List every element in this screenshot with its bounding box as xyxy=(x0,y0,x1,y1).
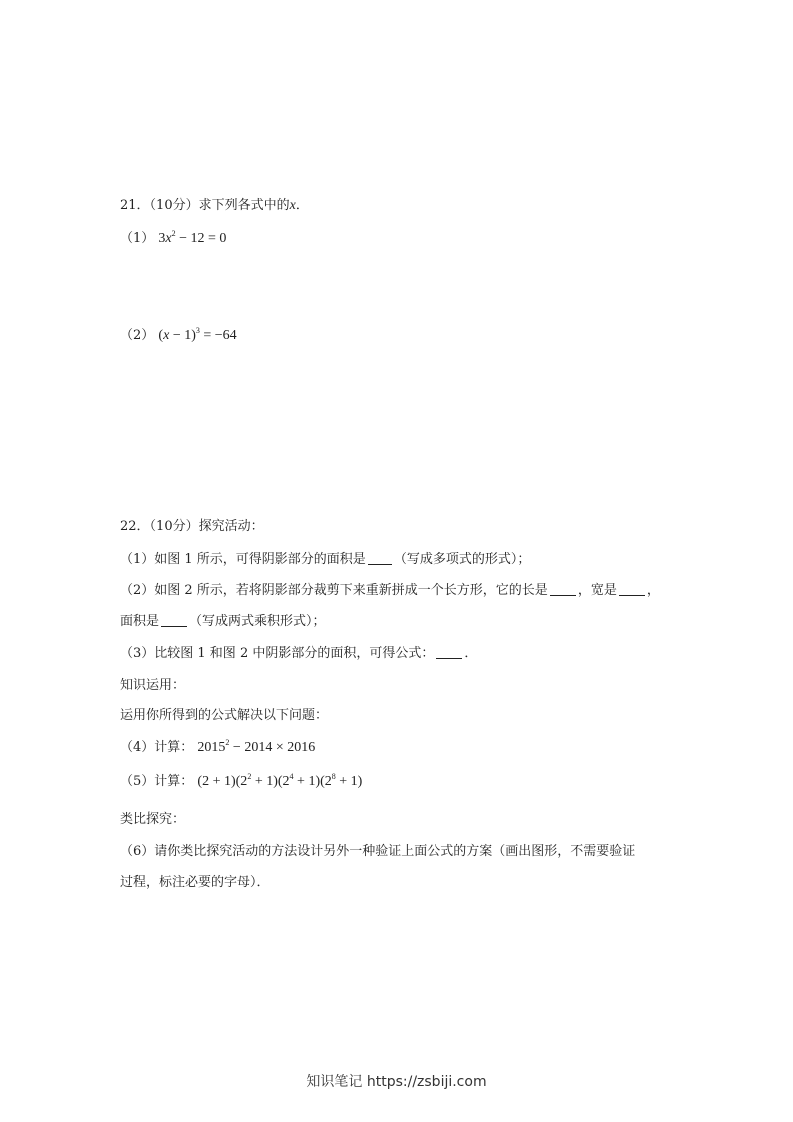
answer-blank[interactable] xyxy=(619,583,645,596)
q21-title: 21．（10分）求下列各式中的x． xyxy=(120,198,309,213)
q22-title: 22．（10分）探究活动： xyxy=(120,519,264,534)
q22-part5: （5）计算： $(2 + 1)(2^2 + 1)(2^4 + 1)(2^8 + 1)$ xyxy=(120,772,363,789)
q22-part6-line1: （6）请你类比探究活动的方法设计另外一种验证上面公式的方案（画出图形，不需要验证 xyxy=(120,844,636,859)
q21-part1: （1） $3x^2 - 12 = 0$ xyxy=(120,229,227,246)
answer-blank[interactable] xyxy=(161,614,187,627)
q22-part3: （3）比较图 1 和图 2 中阴影部分的面积，可得公式： ． xyxy=(120,646,478,661)
answer-blank[interactable] xyxy=(436,646,462,659)
expression-5: $(2 + 1)(2^2 + 1)(2^4 + 1)(2^8 + 1)$ xyxy=(197,772,363,789)
answer-blank[interactable] xyxy=(550,583,576,596)
equation-1: $3x^2 - 12 = 0$ xyxy=(158,229,227,246)
equation-2: $(x - 1)^3 = -64$ xyxy=(158,326,237,343)
var-x: x xyxy=(289,198,296,213)
footer-watermark: 知识笔记 https://zsbiji.com xyxy=(306,1074,487,1090)
answer-blank[interactable] xyxy=(368,552,392,565)
q22-part1: （1）如图 1 所示，可得阴影部分的面积是 （写成多项式的形式）； xyxy=(120,552,531,567)
knowledge-heading: 知识运用： xyxy=(120,678,186,693)
q22-part4: （4）计算： $2015^2 - 2014 \times 2016$ xyxy=(120,738,316,755)
q21-part2: （2） $(x - 1)^3 = -64$ xyxy=(120,326,237,343)
q22-part2-cont: 面积是 （写成两式乘积形式）； xyxy=(120,614,326,629)
q22-part2: （2）如图 2 所示，若将阴影部分裁剪下来重新拼成一个长方形，它的长是 ，宽是 ， xyxy=(120,583,660,598)
knowledge-intro: 运用你所得到的公式解决以下问题： xyxy=(120,708,329,723)
q22-part6-line2: 过程，标注必要的字母）． xyxy=(120,875,270,890)
analogy-heading: 类比探究： xyxy=(120,812,186,827)
expression-4: $2015^2 - 2014 \times 2016$ xyxy=(197,738,316,755)
